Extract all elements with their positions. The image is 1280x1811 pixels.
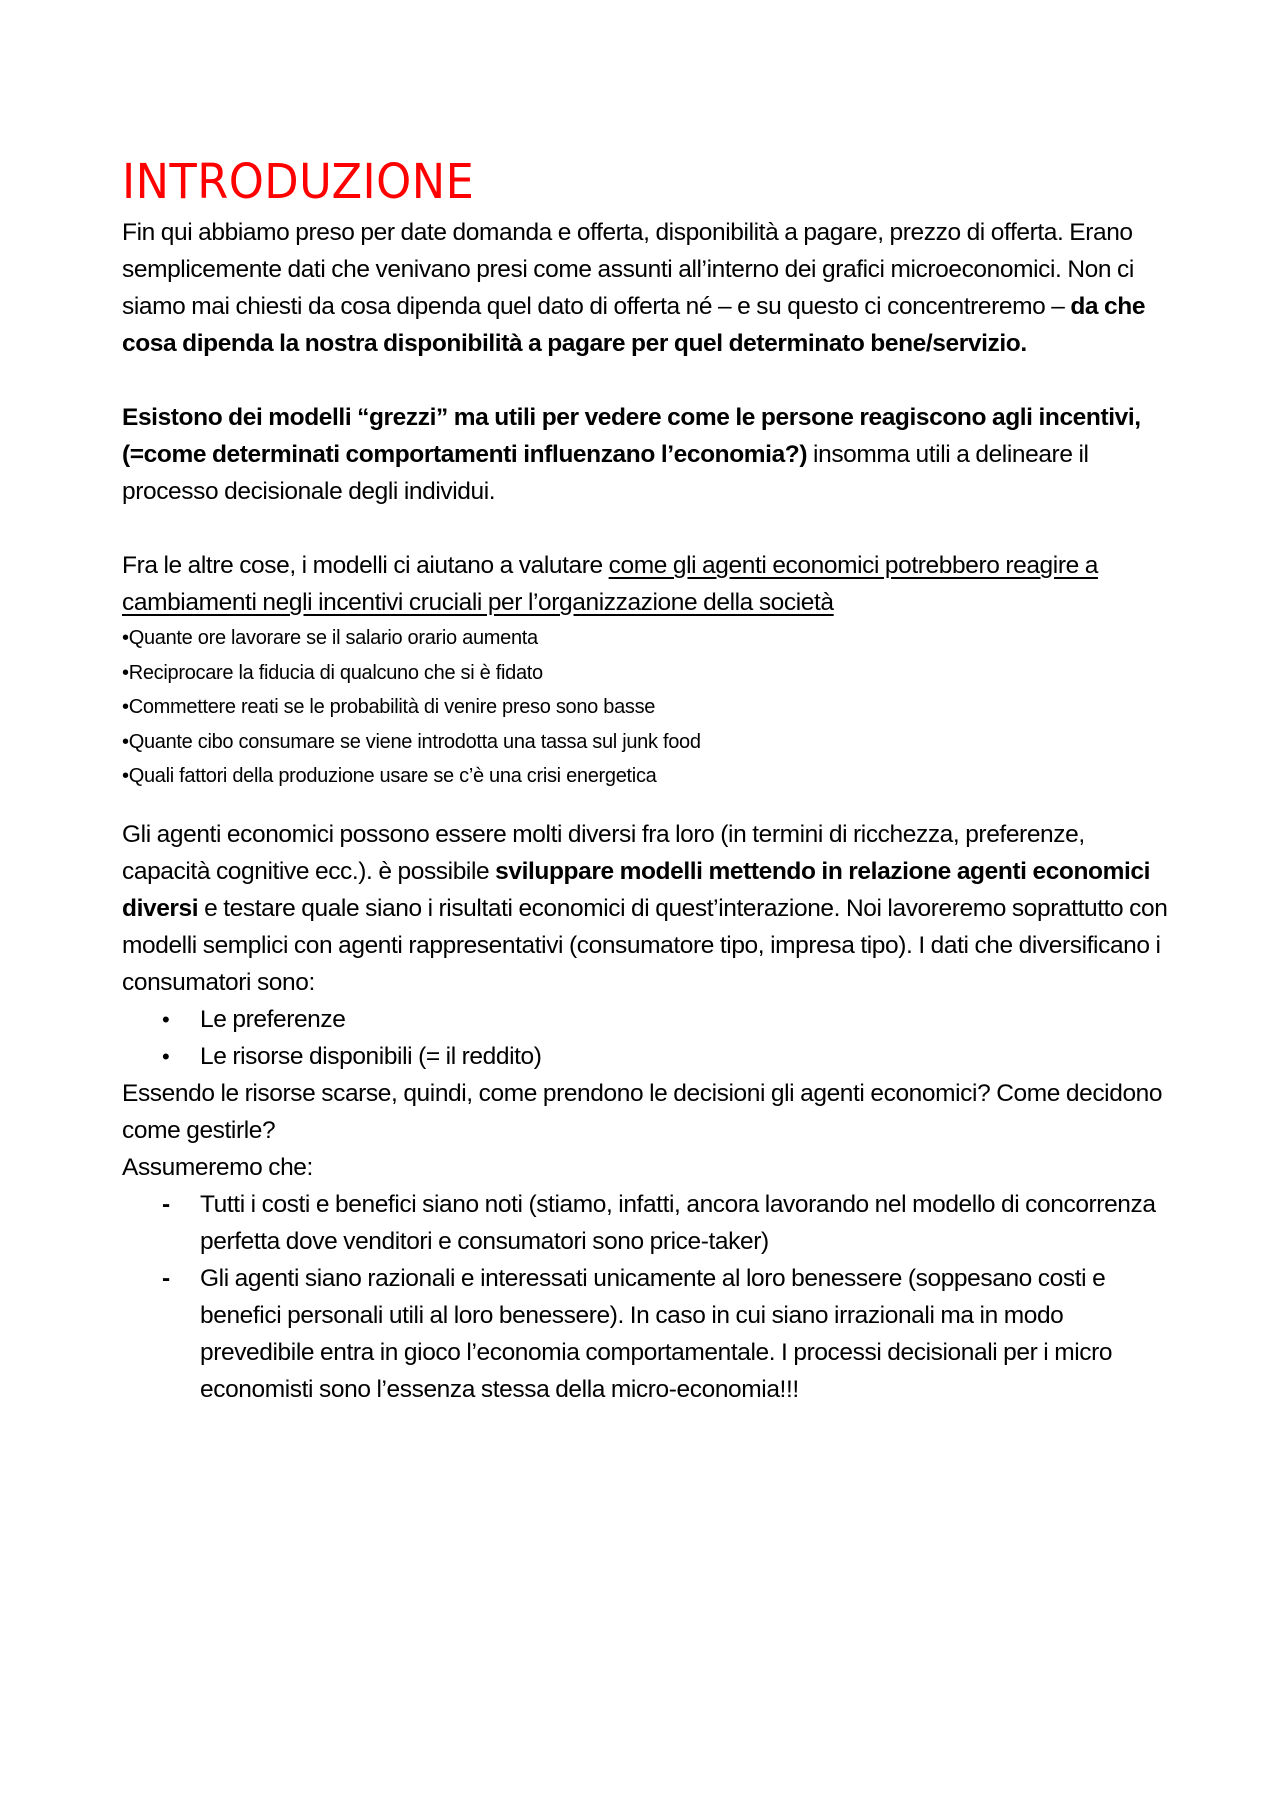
examples-list [122,621,1172,794]
paragraph-agents-text-1: Gli agenti economici possono essere molti diversi fra loro (in termini di ricchezza, preferenze, capacità cognitive ecc.). è possibile [122,820,1085,885]
assumptions-item [122,1186,1172,1260]
paragraph-intro-bold: da che cosa dipenda la nostra disponibilità a pagare per quel determinato bene/servizio. [122,293,1146,357]
consumer-factors-item [122,1001,1172,1038]
paragraph-agents-text-2: e testare quale siano i risultati economici di quest’interazione. Noi lavoreremo soprattutto con modelli semplici con agenti rappresentativi (consumatore tipo, impresa tipo). I dati che diversificano i consumatori sono: [122,894,1168,996]
paragraph-intro [122,214,1172,362]
examples-list-item: • Commettere reati se le probabilità di venire preso sono basse [122,690,1172,725]
spacer [122,794,1172,816]
dash-icon: - [162,1190,170,1218]
paragraph-scarcity: Essendo le risorse scarse, quindi, come prendono le decisioni gli agenti economici? Come decidono come gestirle? [122,1079,1163,1144]
examples-list-item: • Reciprocare la fiducia di qualcuno che si è fidato [122,656,1172,691]
page-title: INTRODUZIONE [122,154,475,210]
paragraph-assumptions-intro: Assumeremo che: [122,1153,313,1181]
consumer-factors-list [122,1001,1172,1075]
consumer-factors-text: Le preferenze [200,1005,346,1033]
consumer-factors-text: Le risorse disponibili (= il reddito) [200,1042,542,1070]
spacer [122,362,1172,399]
paragraph-agents [122,816,1172,1001]
paragraph-models-text: insomma utili a delineare il processo decisionale degli individui. [122,441,1089,505]
document-page [122,150,1172,1408]
examples-list-item: • Quali fattori della produzione usare se c’è una crisi energetica [122,759,1172,794]
paragraph-incentives [122,547,1172,621]
dash-icon: - [162,1264,170,1292]
assumptions-text: Tutti i costi e benefici siano noti (stiamo, infatti, ancora lavorando nel modello di concorrenza perfetta dove venditori e consumatori sono price-taker) [200,1190,1156,1255]
examples-list-item: • Quante cibo consumare se viene introdotta una tassa sul junk food [122,725,1172,760]
consumer-factors-item [122,1038,1172,1075]
assumptions-item [122,1260,1172,1408]
spacer [122,510,1172,547]
assumptions-text: Gli agenti siano razionali e interessati unicamente al loro benessere (soppesano costi e benefici personali utili al loro benessere). In caso in cui siano irrazionali ma in modo prevedibile entra in gioco l’economia comportamentale. I processi decisionali per i micro economisti sono l’essenza stessa della micro-economia!!! [200,1264,1113,1403]
assumptions-list [122,1186,1172,1408]
paragraph-agents-bold: sviluppare modelli mettendo in relazione agenti economici diversi [122,857,1151,922]
paragraph-intro-text: Fin qui abbiamo preso per date domanda e offerta, disponibilità a pagare, prezzo di offerta. Erano semplicemente dati che venivano presi come assunti all’interno dei grafici microeconomici. Non ci siamo mai chiesti da cosa dipenda quel dato di offerta né – e su questo ci concentreremo – [122,219,1134,320]
paragraph-models-bold: Esistono dei modelli “grezzi” ma utili per vedere come le persone reagiscono agli incentivi, (=come determinati comportamenti influenzano l’economia?) [122,404,1141,468]
paragraph-incentives-underlined: come gli agenti economici potrebbero reagire a cambiamenti negli incentivi cruciali per l’organizzazione della società [122,552,1098,616]
bullet-icon: • [162,1006,170,1032]
paragraph-incentives-text: Fra le altre cose, i modelli ci aiutano a valutare [122,552,609,579]
bullet-icon: • [162,1043,170,1069]
paragraph-models [122,399,1172,510]
examples-list-item: • Quante ore lavorare se il salario orario aumenta [122,621,1172,656]
